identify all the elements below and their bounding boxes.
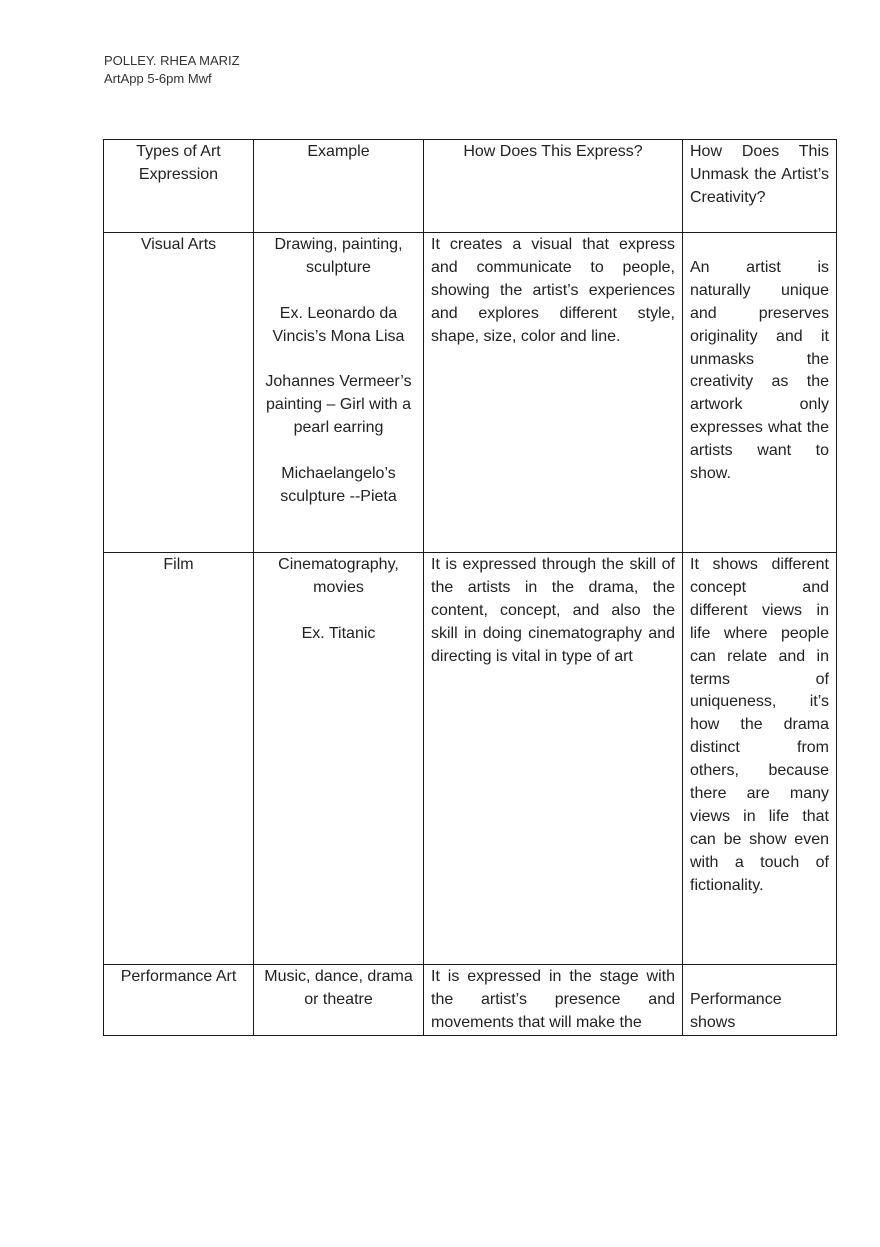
example-line: Johannes Vermeer’s painting – Girl with a pearl earring bbox=[265, 373, 412, 437]
unmask-text: Performance shows bbox=[690, 990, 782, 1031]
class-info: ArtApp 5-6pm Mwf bbox=[104, 71, 212, 86]
cell-example bbox=[254, 553, 424, 965]
cell-express: It is expressed through the skill of the artists in the drama, the content, concept, and also the skill in doing cinematography and directing is vital in type of art bbox=[424, 553, 683, 965]
example-line: Ex. Leonardo da Vincis’s Mona Lisa bbox=[272, 304, 405, 345]
art-expression-table bbox=[103, 139, 837, 1036]
column-header-unmask: How Does This Unmask the Artist’s Creativity? bbox=[683, 140, 837, 233]
example-line: Drawing, painting, sculpture bbox=[274, 236, 403, 276]
cell-unmask bbox=[683, 965, 837, 1036]
table-row bbox=[104, 965, 837, 1036]
cell-type: Visual Arts bbox=[104, 233, 254, 553]
column-header-express: How Does This Express? bbox=[424, 140, 683, 233]
page-header bbox=[104, 52, 240, 88]
unmask-text: An artist is naturally unique and preserves originality and it unmasks the creativity as the artwork only expresses what the artists want to show. bbox=[690, 258, 829, 483]
column-header-example: Example bbox=[254, 140, 424, 233]
example-line: Ex. Titanic bbox=[301, 624, 376, 642]
cell-express: It creates a visual that express and communicate to people, showing the artist’s experiences and explores different style, shape, size, color and line. bbox=[424, 233, 683, 553]
table-row bbox=[104, 233, 837, 553]
example-line: Music, dance, drama or theatre bbox=[264, 968, 413, 1008]
example-line: Cinematography, movies bbox=[278, 556, 399, 596]
example-line: Michaelangelo’s sculpture --Pieta bbox=[280, 465, 397, 505]
table-header-row bbox=[104, 140, 837, 233]
column-header-type: Types of Art Expression bbox=[104, 140, 254, 233]
cell-example bbox=[254, 233, 424, 553]
cell-type: Film bbox=[104, 553, 254, 965]
cell-express: It is expressed in the stage with the artist’s presence and movements that will make the bbox=[424, 965, 683, 1036]
cell-type: Performance Art bbox=[104, 965, 254, 1036]
student-name: POLLEY. RHEA MARIZ bbox=[104, 53, 240, 68]
cell-unmask: It shows different concept and different views in life where people can relate and in terms of uniqueness, it’s how the drama distinct from others, because there are many views in life that can be show even with a touch of fictionality. bbox=[683, 553, 837, 965]
cell-example bbox=[254, 965, 424, 1036]
table-row bbox=[104, 553, 837, 965]
cell-unmask bbox=[683, 233, 837, 553]
